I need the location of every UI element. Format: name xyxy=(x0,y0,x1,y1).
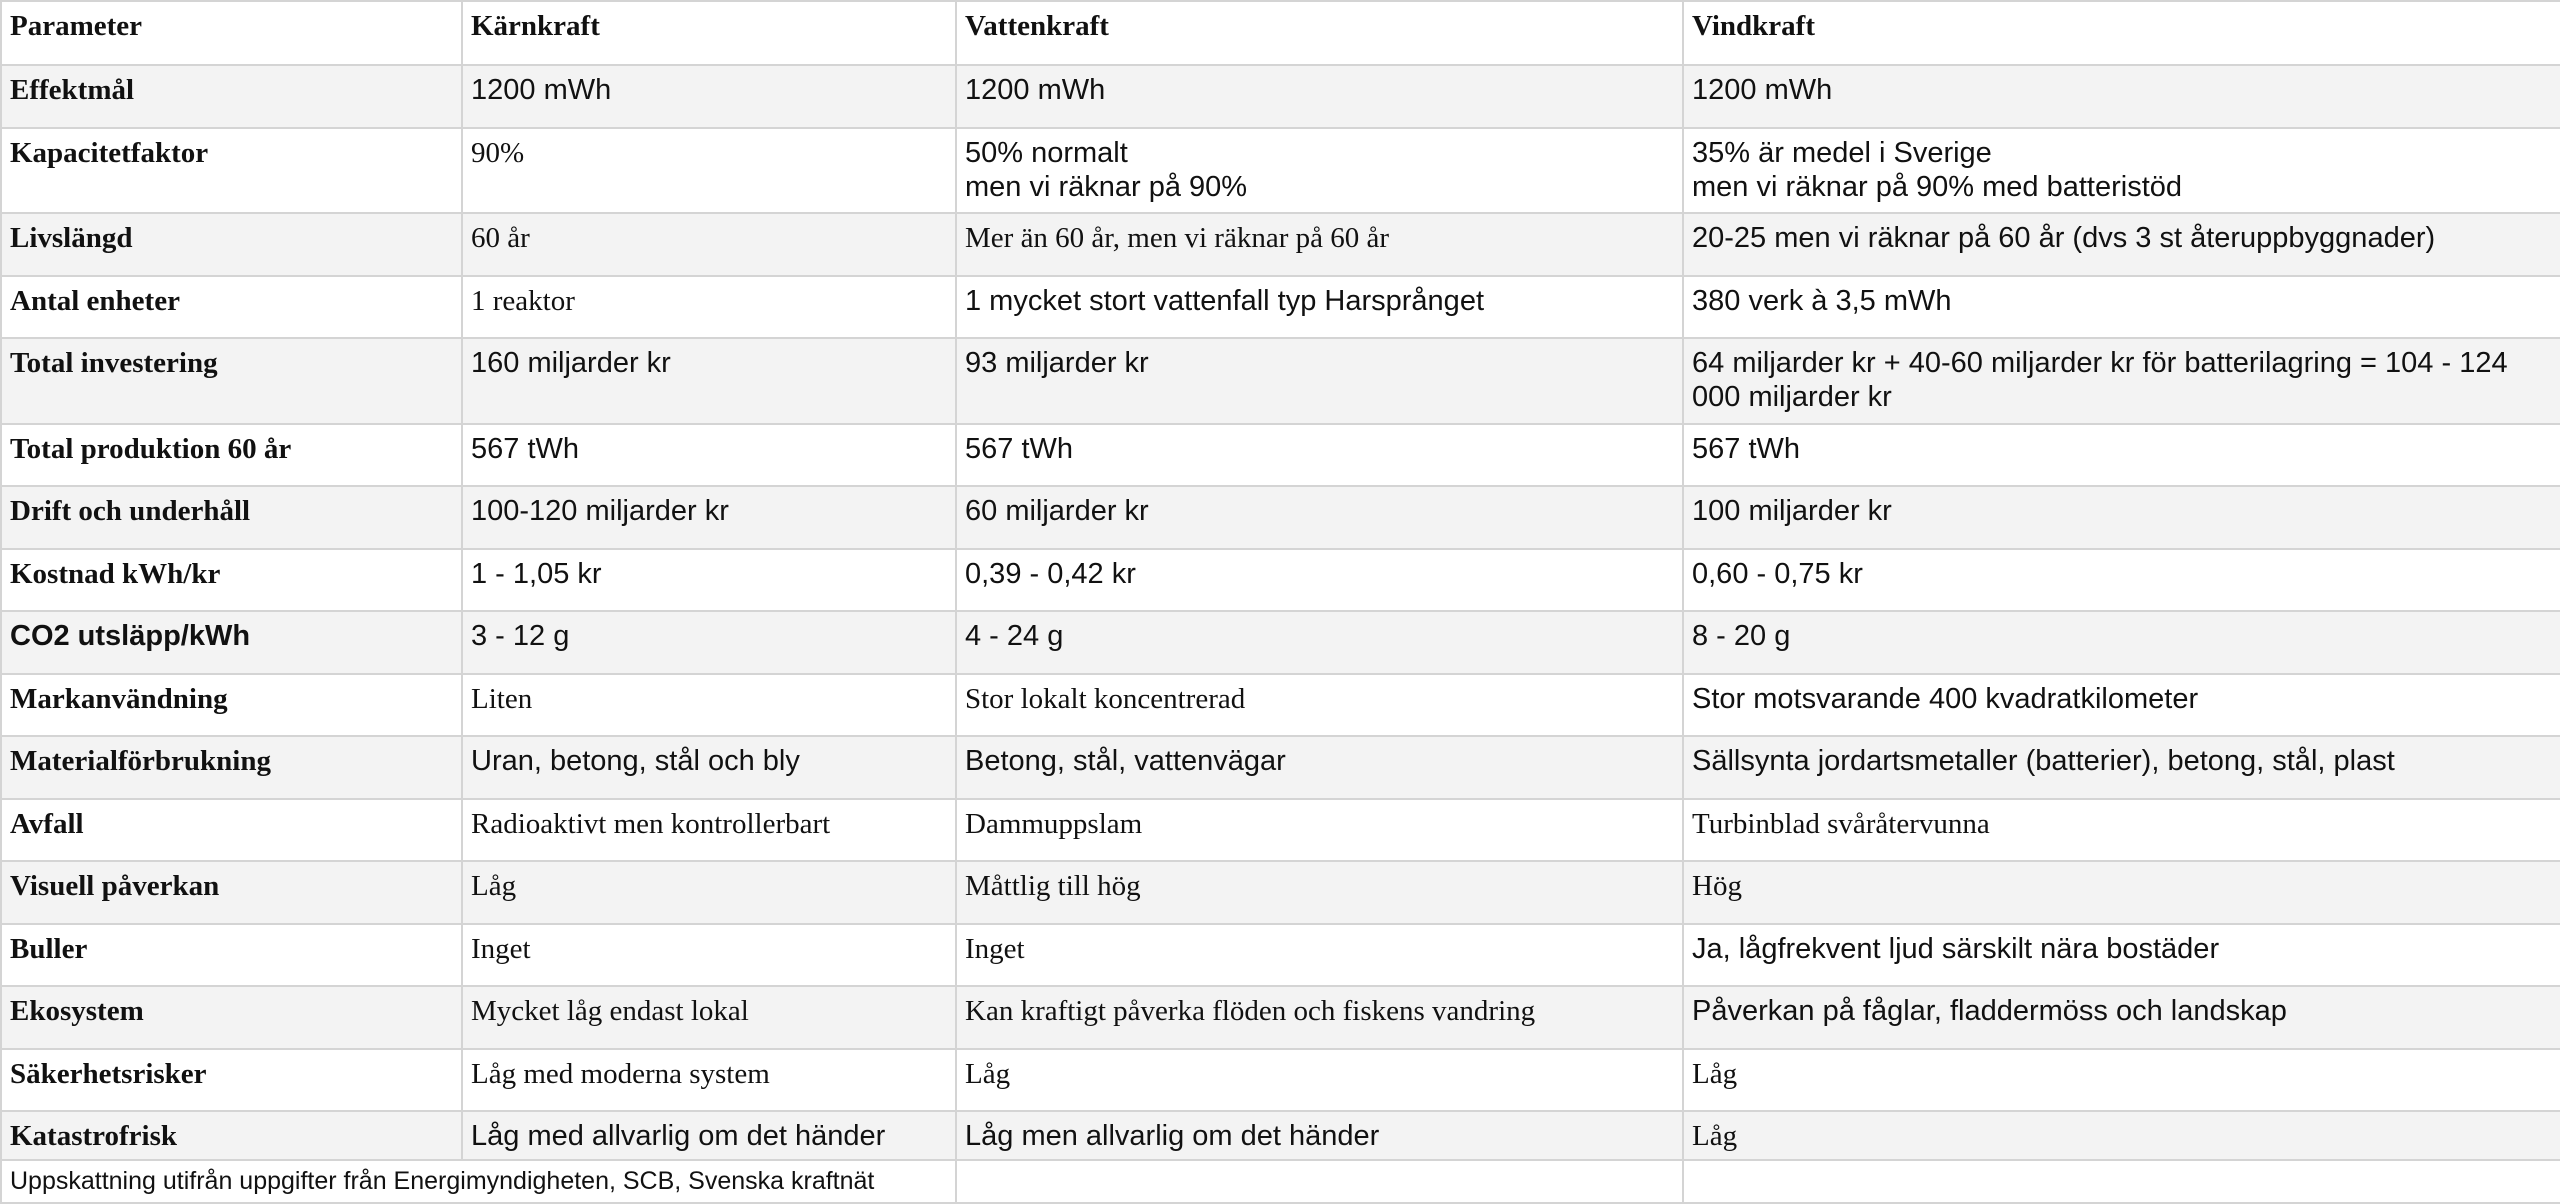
cell-hydro: Mer än 60 år, men vi räknar på 60 år xyxy=(956,213,1683,276)
cell-wind: 380 verk à 3,5 mWh xyxy=(1683,276,2560,338)
cell-wind: Sällsynta jordartsmetaller (batterier), betong, stål, plast xyxy=(1683,736,2560,799)
table-row xyxy=(1,424,2560,486)
table-row xyxy=(1,986,2560,1049)
table-footer-row xyxy=(1,1160,2560,1203)
header-nuclear: Kärnkraft xyxy=(462,1,956,65)
cell-nuclear: 1 reaktor xyxy=(462,276,956,338)
cell-nuclear: Uran, betong, stål och bly xyxy=(462,736,956,799)
cell-hydro: 567 tWh xyxy=(956,424,1683,486)
cell-hydro: Dammuppslam xyxy=(956,799,1683,861)
row-label: Total produktion 60 år xyxy=(1,424,462,486)
cell-nuclear: Mycket låg endast lokal xyxy=(462,986,956,1049)
cell-wind: 35% är medel i Sverige men vi räknar på 90% med batteristöd xyxy=(1683,128,2560,213)
cell-hydro: 93 miljarder kr xyxy=(956,338,1683,424)
cell-wind: Stor motsvarande 400 kvadratkilometer xyxy=(1683,674,2560,736)
row-label: Kostnad kWh/kr xyxy=(1,549,462,611)
empty-cell xyxy=(1683,1160,2560,1203)
cell-nuclear: Liten xyxy=(462,674,956,736)
cell-hydro: 1 mycket stort vattenfall typ Harsprånget xyxy=(956,276,1683,338)
cell-nuclear: 1200 mWh xyxy=(462,65,956,128)
row-label: Antal enheter xyxy=(1,276,462,338)
cell-nuclear: 100-120 miljarder kr xyxy=(462,486,956,549)
cell-hydro: Kan kraftigt påverka flöden och fiskens vandring xyxy=(956,986,1683,1049)
table-row xyxy=(1,861,2560,924)
row-label: CO2 utsläpp/kWh xyxy=(1,611,462,674)
cell-wind: Hög xyxy=(1683,861,2560,924)
table-row xyxy=(1,276,2560,338)
row-label: Avfall xyxy=(1,799,462,861)
cell-wind: Låg xyxy=(1683,1049,2560,1111)
cell-hydro: Måttlig till hög xyxy=(956,861,1683,924)
cell-nuclear: Låg med moderna system xyxy=(462,1049,956,1111)
row-label: Total investering xyxy=(1,338,462,424)
cell-hydro: 0,39 - 0,42 kr xyxy=(956,549,1683,611)
cell-wind: 1200 mWh xyxy=(1683,65,2560,128)
cell-wind: 64 miljarder kr + 40-60 miljarder kr för batterilagring = 104 - 124 000 miljarder kr xyxy=(1683,338,2560,424)
cell-nuclear: 160 miljarder kr xyxy=(462,338,956,424)
row-label: Säkerhetsrisker xyxy=(1,1049,462,1111)
row-label: Ekosystem xyxy=(1,986,462,1049)
cell-wind: Turbinblad svåråtervunna xyxy=(1683,799,2560,861)
cell-wind: 567 tWh xyxy=(1683,424,2560,486)
cell-nuclear: 60 år xyxy=(462,213,956,276)
cell-nuclear: 90% xyxy=(462,128,956,213)
table-row xyxy=(1,1111,2560,1160)
row-label: Livslängd xyxy=(1,213,462,276)
table-row xyxy=(1,611,2560,674)
cell-nuclear: Radioaktivt men kontrollerbart xyxy=(462,799,956,861)
table-row xyxy=(1,674,2560,736)
cell-hydro: 1200 mWh xyxy=(956,65,1683,128)
table-row xyxy=(1,65,2560,128)
cell-nuclear: Inget xyxy=(462,924,956,986)
cell-hydro: Låg men allvarlig om det händer xyxy=(956,1111,1683,1160)
cell-nuclear: 567 tWh xyxy=(462,424,956,486)
cell-wind: 100 miljarder kr xyxy=(1683,486,2560,549)
row-label: Markanvändning xyxy=(1,674,462,736)
table-row xyxy=(1,338,2560,424)
empty-cell xyxy=(956,1160,1683,1203)
source-note: Uppskattning utifrån uppgifter från Energimyndigheten, SCB, Svenska kraftnät xyxy=(1,1160,956,1203)
table-row xyxy=(1,486,2560,549)
cell-hydro: 50% normalt men vi räknar på 90% xyxy=(956,128,1683,213)
table-row xyxy=(1,549,2560,611)
table-row xyxy=(1,736,2560,799)
cell-hydro: Betong, stål, vattenvägar xyxy=(956,736,1683,799)
table-row xyxy=(1,799,2560,861)
row-label: Kapacitetfaktor xyxy=(1,128,462,213)
row-label: Drift och underhåll xyxy=(1,486,462,549)
cell-nuclear: Låg xyxy=(462,861,956,924)
row-label: Materialförbrukning xyxy=(1,736,462,799)
cell-hydro: Stor lokalt koncentrerad xyxy=(956,674,1683,736)
cell-hydro: Inget xyxy=(956,924,1683,986)
cell-wind: 0,60 - 0,75 kr xyxy=(1683,549,2560,611)
table-row xyxy=(1,924,2560,986)
cell-wind: Låg xyxy=(1683,1111,2560,1160)
cell-nuclear: 1 - 1,05 kr xyxy=(462,549,956,611)
cell-hydro: 60 miljarder kr xyxy=(956,486,1683,549)
table-row xyxy=(1,128,2560,213)
header-parameter: Parameter xyxy=(1,1,462,65)
header-wind: Vindkraft xyxy=(1683,1,2560,65)
header-hydro: Vattenkraft xyxy=(956,1,1683,65)
table-header-row xyxy=(1,1,2560,65)
table-row xyxy=(1,213,2560,276)
cell-wind: 20-25 men vi räknar på 60 år (dvs 3 st återuppbyggnader) xyxy=(1683,213,2560,276)
row-label: Effektmål xyxy=(1,65,462,128)
cell-nuclear: 3 - 12 g xyxy=(462,611,956,674)
cell-wind: 8 - 20 g xyxy=(1683,611,2560,674)
row-label: Visuell påverkan xyxy=(1,861,462,924)
table-row xyxy=(1,1049,2560,1111)
cell-wind: Påverkan på fåglar, fladdermöss och landskap xyxy=(1683,986,2560,1049)
cell-nuclear: Låg med allvarlig om det händer xyxy=(462,1111,956,1160)
row-label: Buller xyxy=(1,924,462,986)
cell-hydro: Låg xyxy=(956,1049,1683,1111)
cell-wind: Ja, lågfrekvent ljud särskilt nära bostäder xyxy=(1683,924,2560,986)
row-label: Katastrofrisk xyxy=(1,1111,462,1160)
cell-hydro: 4 - 24 g xyxy=(956,611,1683,674)
